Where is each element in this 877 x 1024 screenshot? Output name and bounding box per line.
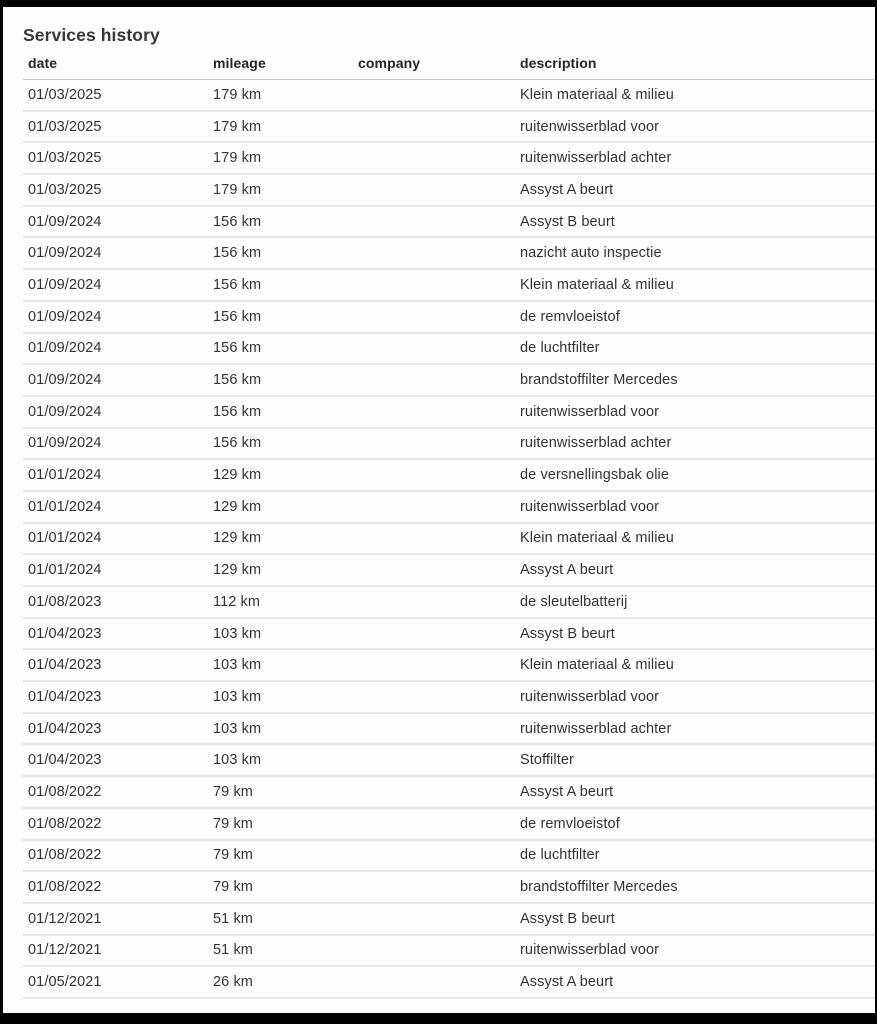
table-row bbox=[23, 206, 875, 238]
cell-mileage: 129 km bbox=[208, 491, 353, 523]
cell-company bbox=[353, 618, 515, 650]
cell-mileage: 129 km bbox=[208, 523, 353, 555]
cell-description: ruitenwisserblad voor bbox=[515, 935, 875, 967]
cell-company bbox=[353, 491, 515, 523]
cell-company bbox=[353, 269, 515, 301]
cell-date: 01/09/2024 bbox=[23, 206, 208, 238]
table-row bbox=[23, 681, 875, 713]
cell-mileage: 156 km bbox=[208, 333, 353, 365]
page bbox=[3, 7, 875, 1013]
cell-description: ruitenwisserblad voor bbox=[515, 491, 875, 523]
cell-description: ruitenwisserblad achter bbox=[515, 428, 875, 460]
cell-description: ruitenwisserblad achter bbox=[515, 713, 875, 745]
cell-date: 01/04/2023 bbox=[23, 649, 208, 681]
cell-company bbox=[353, 428, 515, 460]
column-header-description: description bbox=[515, 50, 875, 79]
table-row bbox=[23, 744, 875, 776]
cell-company bbox=[353, 744, 515, 776]
table-row bbox=[23, 269, 875, 301]
cell-date: 01/03/2025 bbox=[23, 174, 208, 206]
cell-company bbox=[353, 79, 515, 111]
cell-company bbox=[353, 649, 515, 681]
cell-date: 01/09/2024 bbox=[23, 237, 208, 269]
cell-date: 01/08/2022 bbox=[23, 808, 208, 840]
cell-mileage: 156 km bbox=[208, 428, 353, 460]
cell-description: Stoffilter bbox=[515, 744, 875, 776]
cell-company bbox=[353, 808, 515, 840]
cell-description: de remvloeistof bbox=[515, 808, 875, 840]
table-row bbox=[23, 459, 875, 491]
table-row bbox=[23, 237, 875, 269]
table-row bbox=[23, 713, 875, 745]
cell-description: de sleutelbatterij bbox=[515, 586, 875, 618]
cell-mileage: 179 km bbox=[208, 174, 353, 206]
cell-mileage: 156 km bbox=[208, 396, 353, 428]
column-header-mileage: mileage bbox=[208, 50, 353, 79]
cell-date: 01/01/2024 bbox=[23, 554, 208, 586]
table-row bbox=[23, 174, 875, 206]
table-header bbox=[23, 50, 875, 79]
cell-date: 01/05/2021 bbox=[23, 966, 208, 998]
cell-date: 01/03/2025 bbox=[23, 79, 208, 111]
cell-description: Assyst A beurt bbox=[515, 966, 875, 998]
cell-company bbox=[353, 966, 515, 998]
table-row bbox=[23, 618, 875, 650]
cell-description: ruitenwisserblad voor bbox=[515, 396, 875, 428]
cell-description: Klein materiaal & milieu bbox=[515, 649, 875, 681]
table-row bbox=[23, 428, 875, 460]
cell-company bbox=[353, 459, 515, 491]
cell-company bbox=[353, 903, 515, 935]
cell-company bbox=[353, 396, 515, 428]
cell-description: ruitenwisserblad voor bbox=[515, 681, 875, 713]
cell-description: de remvloeistof bbox=[515, 301, 875, 333]
cell-date: 01/08/2023 bbox=[23, 586, 208, 618]
cell-description: ruitenwisserblad achter bbox=[515, 142, 875, 174]
cell-mileage: 156 km bbox=[208, 269, 353, 301]
table-row bbox=[23, 935, 875, 967]
table-row bbox=[23, 903, 875, 935]
cell-company bbox=[353, 142, 515, 174]
services-table bbox=[23, 50, 875, 999]
cell-date: 01/09/2024 bbox=[23, 301, 208, 333]
cell-mileage: 179 km bbox=[208, 79, 353, 111]
table-row bbox=[23, 79, 875, 111]
table-row bbox=[23, 840, 875, 872]
cell-mileage: 129 km bbox=[208, 554, 353, 586]
cell-company bbox=[353, 586, 515, 618]
cell-mileage: 26 km bbox=[208, 966, 353, 998]
column-header-date: date bbox=[23, 50, 208, 79]
cell-company bbox=[353, 840, 515, 872]
cell-mileage: 179 km bbox=[208, 111, 353, 143]
cell-mileage: 103 km bbox=[208, 744, 353, 776]
cell-date: 01/09/2024 bbox=[23, 364, 208, 396]
services-table-body bbox=[23, 79, 875, 998]
cell-description: Assyst A beurt bbox=[515, 776, 875, 808]
cell-description: Assyst A beurt bbox=[515, 174, 875, 206]
cell-mileage: 156 km bbox=[208, 206, 353, 238]
cell-description: ruitenwisserblad voor bbox=[515, 111, 875, 143]
cell-mileage: 103 km bbox=[208, 649, 353, 681]
cell-company bbox=[353, 713, 515, 745]
cell-description: nazicht auto inspectie bbox=[515, 237, 875, 269]
cell-date: 01/08/2022 bbox=[23, 840, 208, 872]
cell-date: 01/04/2023 bbox=[23, 681, 208, 713]
table-row bbox=[23, 554, 875, 586]
cell-mileage: 103 km bbox=[208, 713, 353, 745]
cell-date: 01/04/2023 bbox=[23, 713, 208, 745]
cell-mileage: 51 km bbox=[208, 935, 353, 967]
table-row bbox=[23, 301, 875, 333]
cell-description: Assyst B beurt bbox=[515, 618, 875, 650]
cell-date: 01/01/2024 bbox=[23, 523, 208, 555]
column-header-company: company bbox=[353, 50, 515, 79]
services-history-section bbox=[3, 7, 875, 999]
cell-date: 01/03/2025 bbox=[23, 142, 208, 174]
cell-description: Klein materiaal & milieu bbox=[515, 79, 875, 111]
cell-mileage: 51 km bbox=[208, 903, 353, 935]
cell-mileage: 112 km bbox=[208, 586, 353, 618]
cell-company bbox=[353, 776, 515, 808]
cell-company bbox=[353, 237, 515, 269]
cell-company bbox=[353, 554, 515, 586]
cell-company bbox=[353, 871, 515, 903]
table-header-row bbox=[23, 50, 875, 79]
cell-date: 01/09/2024 bbox=[23, 428, 208, 460]
page-title: Services history bbox=[23, 25, 160, 45]
cell-company bbox=[353, 523, 515, 555]
table-row bbox=[23, 966, 875, 998]
table-row bbox=[23, 808, 875, 840]
table-row bbox=[23, 523, 875, 555]
cell-description: Assyst A beurt bbox=[515, 554, 875, 586]
table-row bbox=[23, 364, 875, 396]
cell-company bbox=[353, 174, 515, 206]
cell-description: de luchtfilter bbox=[515, 840, 875, 872]
cell-company bbox=[353, 301, 515, 333]
cell-description: de luchtfilter bbox=[515, 333, 875, 365]
cell-company bbox=[353, 681, 515, 713]
cell-date: 01/08/2022 bbox=[23, 776, 208, 808]
cell-date: 01/04/2023 bbox=[23, 618, 208, 650]
cell-date: 01/12/2021 bbox=[23, 903, 208, 935]
cell-company bbox=[353, 364, 515, 396]
cell-mileage: 79 km bbox=[208, 808, 353, 840]
cell-date: 01/01/2024 bbox=[23, 459, 208, 491]
table-row bbox=[23, 111, 875, 143]
cell-date: 01/08/2022 bbox=[23, 871, 208, 903]
table-row bbox=[23, 649, 875, 681]
cell-description: Klein materiaal & milieu bbox=[515, 269, 875, 301]
cell-date: 01/12/2021 bbox=[23, 935, 208, 967]
cell-date: 01/03/2025 bbox=[23, 111, 208, 143]
cell-mileage: 156 km bbox=[208, 301, 353, 333]
table-row bbox=[23, 586, 875, 618]
cell-mileage: 79 km bbox=[208, 840, 353, 872]
cell-description: Assyst B beurt bbox=[515, 903, 875, 935]
cell-description: Assyst B beurt bbox=[515, 206, 875, 238]
table-row bbox=[23, 142, 875, 174]
cell-mileage: 179 km bbox=[208, 142, 353, 174]
cell-company bbox=[353, 111, 515, 143]
table-row bbox=[23, 396, 875, 428]
cell-mileage: 103 km bbox=[208, 618, 353, 650]
cell-date: 01/09/2024 bbox=[23, 333, 208, 365]
cell-description: brandstoffilter Mercedes bbox=[515, 871, 875, 903]
cell-date: 01/09/2024 bbox=[23, 269, 208, 301]
cell-mileage: 103 km bbox=[208, 681, 353, 713]
cell-mileage: 156 km bbox=[208, 237, 353, 269]
table-row bbox=[23, 776, 875, 808]
cell-description: de versnellingsbak olie bbox=[515, 459, 875, 491]
table-row bbox=[23, 333, 875, 365]
cell-mileage: 79 km bbox=[208, 871, 353, 903]
cell-date: 01/01/2024 bbox=[23, 491, 208, 523]
table-row bbox=[23, 871, 875, 903]
cell-description: brandstoffilter Mercedes bbox=[515, 364, 875, 396]
cell-date: 01/04/2023 bbox=[23, 744, 208, 776]
cell-company bbox=[353, 333, 515, 365]
cell-company bbox=[353, 206, 515, 238]
cell-description: Klein materiaal & milieu bbox=[515, 523, 875, 555]
table-row bbox=[23, 491, 875, 523]
cell-date: 01/09/2024 bbox=[23, 396, 208, 428]
cell-mileage: 79 km bbox=[208, 776, 353, 808]
cell-company bbox=[353, 935, 515, 967]
cell-mileage: 156 km bbox=[208, 364, 353, 396]
cell-mileage: 129 km bbox=[208, 459, 353, 491]
